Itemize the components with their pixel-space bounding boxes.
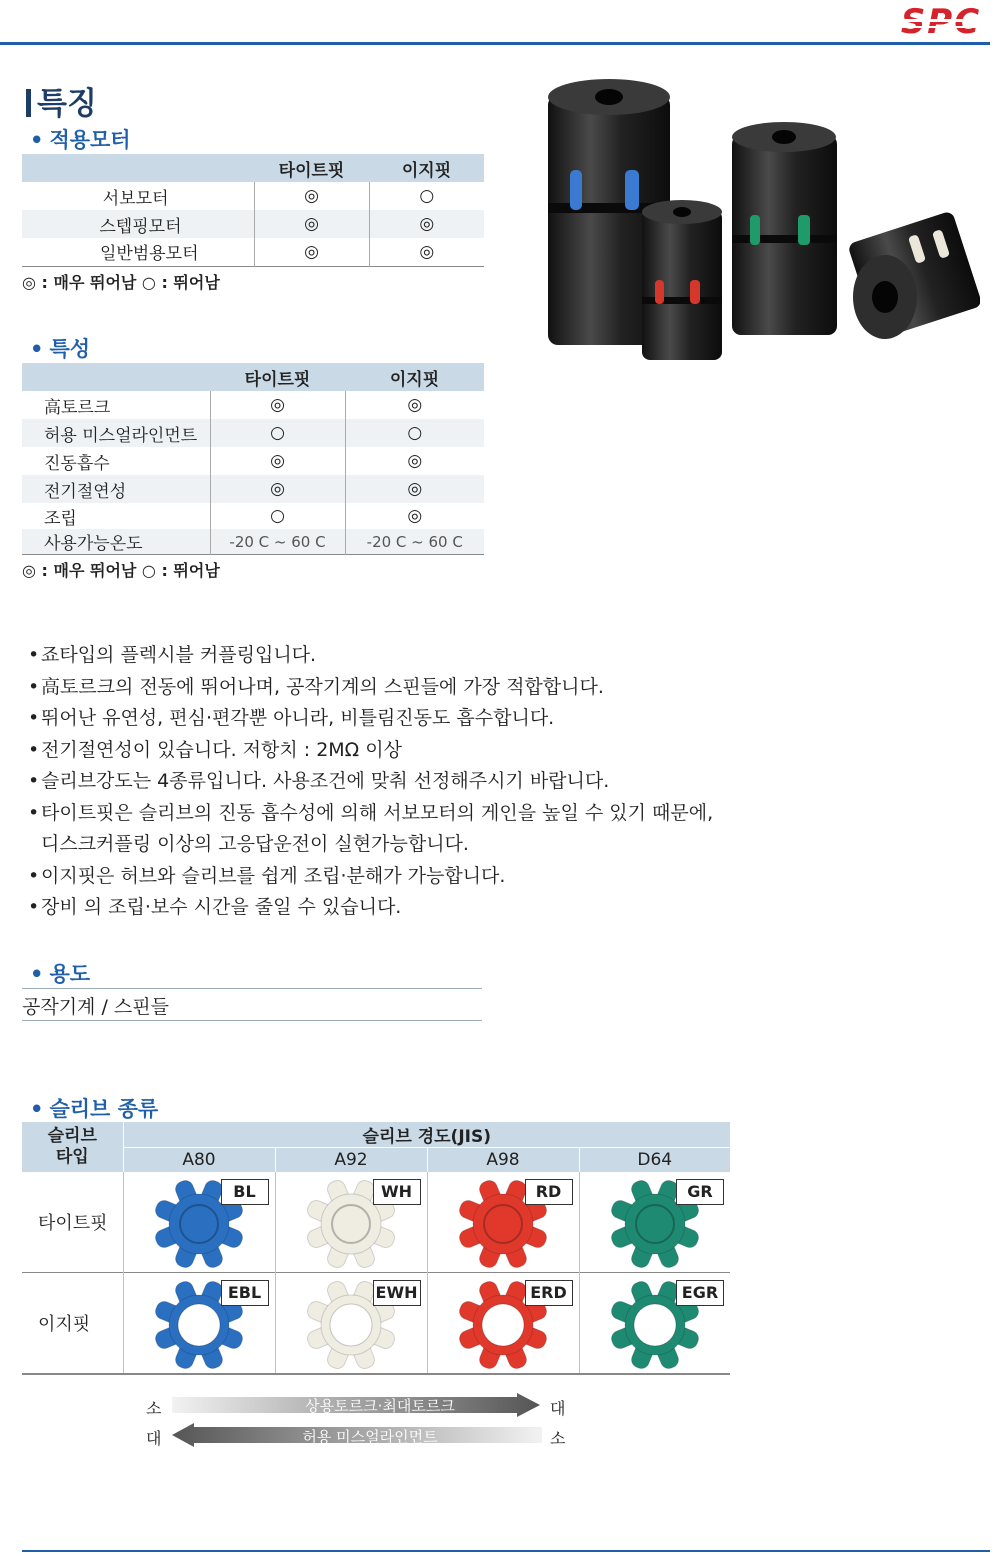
sleeve-gr [579,1172,730,1273]
row-label: 高토르크 [44,397,111,418]
list-item: •타이트핏은 슬리브의 진동 흡수성에 의해 서보모터의 게인을 높일 수 있기 때문에, [28,801,714,824]
row-label: 사용가능온도 [44,534,143,554]
coupling-product-image [540,75,980,365]
list-item: •이지핏은 허브와 슬리브를 쉽게 조립·분해가 가능합니다. [28,864,506,887]
list-item: •전기절연성이 있습니다. 저항치 : 2MΩ 이상 [28,738,402,761]
table-row [22,447,484,475]
sleeve-egr [579,1273,730,1374]
row-label: 조립 [44,508,77,529]
list-item: •高토르크의 전동에 뛰어나며, 공작기계의 스핀들에 가장 적합합니다. [28,675,604,698]
torque-label: 상용토르크·최대토르크 [305,1397,455,1415]
usage-text: 공작기계 / 스핀들 [22,996,169,1018]
motor-legend: ◎ : 매우 뛰어남 ○ : 뛰어남 [22,273,220,292]
sleeve-rd [427,1172,579,1273]
row-label: 타이트핏 [38,1212,108,1234]
cell-value: ◎ [254,182,369,210]
code-badge: GR [676,1179,724,1205]
motor-section-title: • 적용모터 [30,128,131,152]
usage-section-title: • 용도 [30,962,91,986]
row-label: 허용 미스얼라인먼트 [44,425,198,446]
sleeve-type-header: 슬리브 타입 [22,1122,123,1172]
scale-large-left: 대 [146,1429,162,1448]
misalignment-label: 허용 미스얼라인먼트 [302,1428,438,1446]
cell-value: ◎ [254,210,369,238]
scale-small-left: 소 [146,1399,162,1418]
scale-arrows [140,1393,580,1453]
row-label: 스텝핑모터 [99,216,182,237]
col-easyfit: 이지핏 [345,363,484,391]
sleeve-table [22,1122,730,1375]
list-item: •슬리브강도는 4종류입니다. 사용조건에 맞춰 선정해주시기 바랍니다. [28,770,610,792]
col-easyfit: 이지핏 [369,154,484,182]
col-tightfit: 타이트핏 [254,154,369,182]
feature-list [28,640,713,924]
sleeve-ewh [275,1273,427,1374]
table-row [22,419,484,447]
row-label: 전기절연성 [44,481,127,502]
spc-logo [893,2,989,40]
table-row [22,210,484,238]
cell-value: ○ [345,419,484,447]
cell-value: ◎ [345,391,484,419]
row-label: 일반범용모터 [99,244,199,265]
page-title: 특징 [26,78,97,123]
cell-value: ◎ [210,447,345,475]
sleeve-wh [275,1172,427,1273]
row-label: 서보모터 [102,188,169,209]
sleeve-erd [427,1273,579,1374]
code-badge: BL [221,1179,269,1205]
scale-large-right: 대 [550,1399,566,1418]
cell-value: -20 C ~ 60 C [345,529,484,555]
scale-small-right: 소 [550,1429,566,1448]
usage-rule-top [22,988,482,989]
list-item: •뛰어난 유연성, 편심·편각뿐 아니라, 비틀림진동도 흡수합니다. [28,707,555,729]
table-row [22,238,484,266]
table-row [22,1172,730,1273]
table-row [22,1273,730,1374]
table-row [22,182,484,210]
grade-a92: A92 [275,1148,427,1172]
header-rule [0,42,990,45]
list-item: •장비 의 조립·보수 시간을 줄일 수 있습니다. [28,896,402,918]
cell-value: ◎ [210,391,345,419]
footer-rule [22,1550,990,1552]
cell-value: ◎ [345,475,484,503]
cell-value: ◎ [254,238,369,266]
cell-value: ○ [210,503,345,529]
cell-value: ◎ [210,475,345,503]
table-row [22,503,484,529]
cell-value: ◎ [369,210,484,238]
cell-value: ◎ [345,503,484,529]
col-tightfit: 타이트핏 [210,363,345,391]
code-badge: EBL [221,1280,269,1306]
table-row [22,475,484,503]
code-badge: ERD [525,1280,573,1306]
table-row [22,391,484,419]
row-label: 이지핏 [38,1313,91,1335]
properties-section-title: • 특성 [30,337,91,361]
properties-legend: ◎ : 매우 뛰어남 ○ : 뛰어남 [22,561,220,580]
sleeve-section-title: • 슬리브 종류 [30,1097,159,1121]
hardness-header: 슬리브 경도(JIS) [123,1122,730,1148]
cell-value: ◎ [345,447,484,475]
cell-value: ○ [369,182,484,210]
motor-table [22,154,484,267]
list-item: 디스크커플링 이상의 고응답운전이 실현가능합니다. [41,833,469,855]
grade-a98: A98 [427,1148,579,1172]
list-item: •죠타입의 플렉시블 커플링입니다. [28,644,317,666]
code-badge: WH [373,1179,421,1205]
usage-rule-bottom [22,1020,482,1021]
properties-table [22,363,484,555]
grade-a80: A80 [123,1148,275,1172]
cell-value: ○ [210,419,345,447]
cell-value: -20 C ~ 60 C [210,529,345,555]
sleeve-bl [123,1172,275,1273]
code-badge: EGR [676,1280,724,1306]
code-badge: EWH [373,1280,421,1306]
code-badge: RD [525,1179,573,1205]
table-row [22,529,484,555]
sleeve-ebl [123,1273,275,1374]
grade-d64: D64 [579,1148,730,1172]
cell-value: ◎ [369,238,484,266]
row-label: 진동흡수 [44,453,110,474]
